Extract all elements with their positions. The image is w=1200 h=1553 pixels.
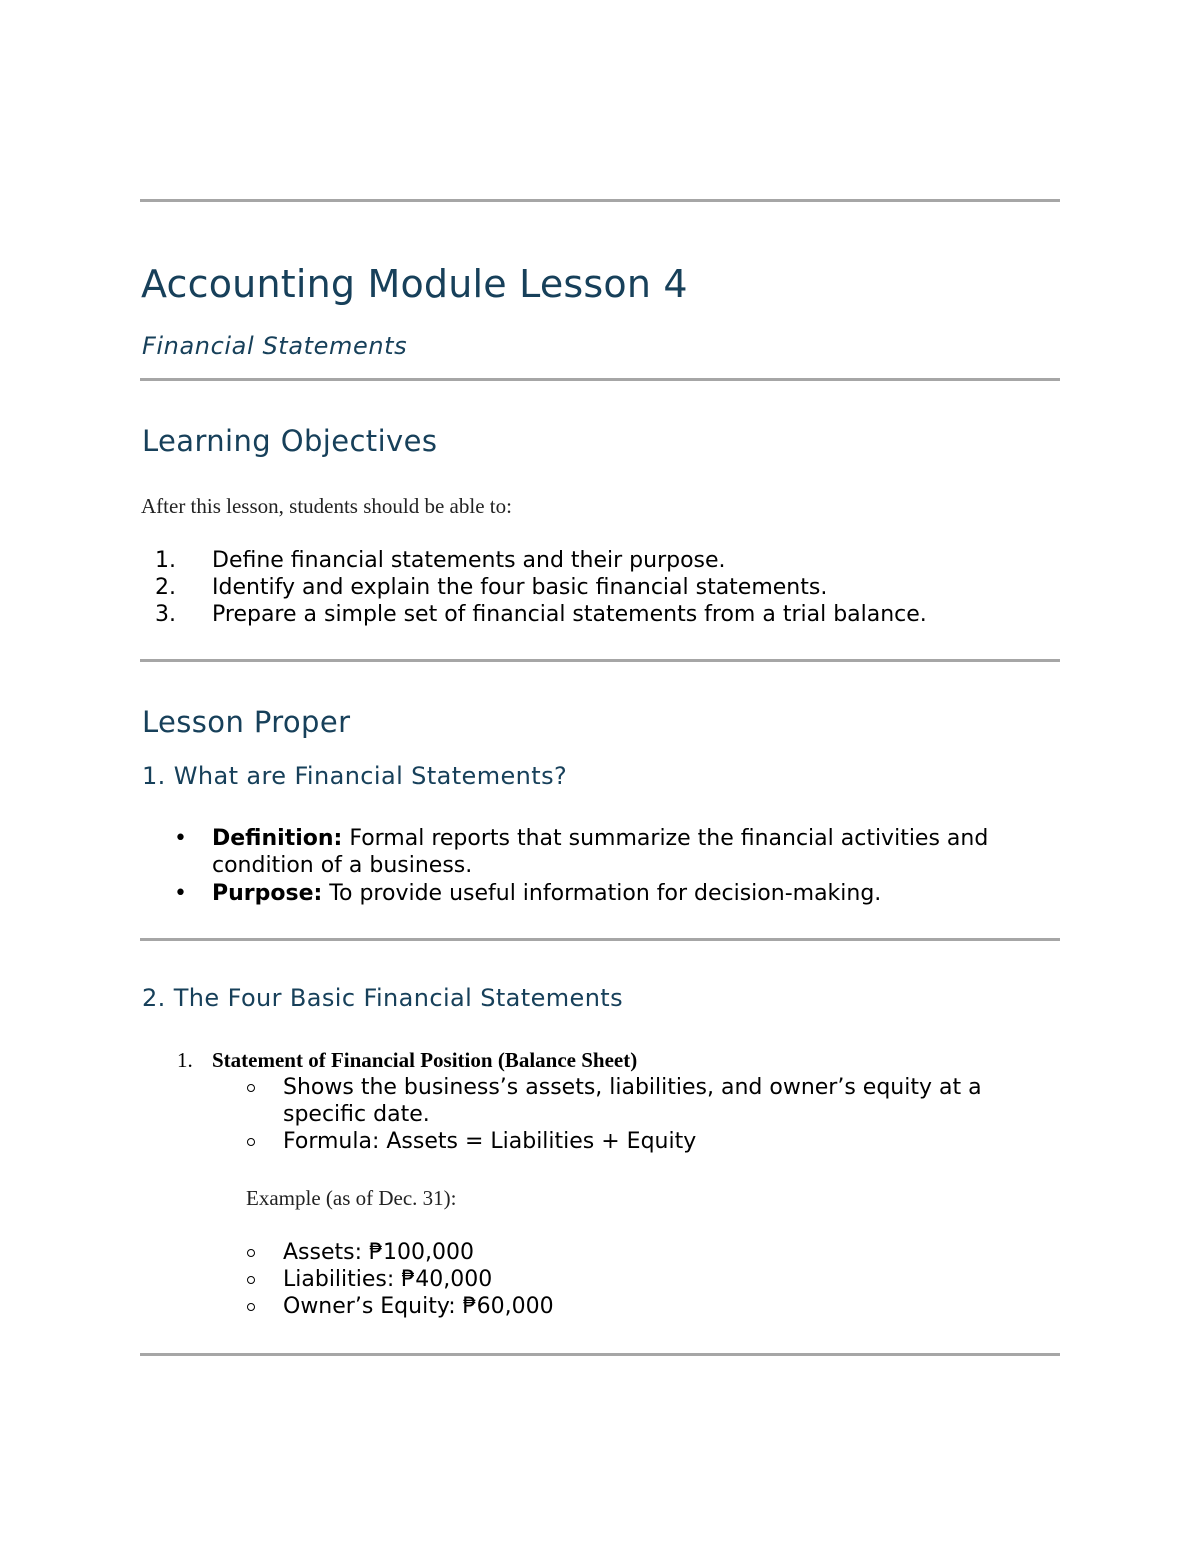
list-number: 1.	[155, 548, 176, 573]
objectives-intro: After this lesson, students should be able to:	[141, 494, 512, 518]
lesson-proper-heading: Lesson Proper	[142, 705, 351, 739]
list-item	[246, 1239, 1046, 1266]
bullet-label: Definition:	[212, 826, 343, 851]
horizontal-rule	[140, 659, 1060, 662]
circle-bullet-icon	[247, 1249, 255, 1257]
list-number: 2.	[155, 575, 176, 600]
bullet-label: Purpose:	[212, 881, 323, 906]
example-text: Owner’s Equity: ₱60,000	[283, 1294, 554, 1319]
list-item	[142, 825, 1062, 879]
circle-bullet-icon	[247, 1138, 255, 1146]
list-number: 3.	[155, 602, 176, 627]
point-text: Formula: Assets = Liabilities + Equity	[283, 1129, 697, 1154]
bullet-text: To provide useful information for decision-making.	[322, 881, 882, 906]
circle-bullet-icon	[247, 1303, 255, 1311]
statement-points-list	[246, 1074, 1046, 1155]
example-points-list	[246, 1239, 1046, 1320]
list-item	[246, 1266, 1046, 1293]
list-item-text: Identify and explain the four basic financial statements.	[212, 575, 828, 600]
horizontal-rule	[140, 938, 1060, 941]
list-item	[246, 1074, 1046, 1128]
list-item-text: Define financial statements and their purpose.	[212, 548, 726, 573]
learning-objectives-heading: Learning Objectives	[142, 424, 438, 458]
section-1-heading: 1. What are Financial Statements?	[142, 762, 568, 790]
example-text: Assets: ₱100,000	[283, 1240, 474, 1265]
point-text: Shows the business’s assets, liabilities, and owner’s equity at a specific date.	[283, 1075, 982, 1127]
statement-title: Statement of Financial Position (Balance Sheet)	[212, 1048, 638, 1072]
example-label: Example (as of Dec. 31):	[246, 1186, 457, 1210]
list-item	[246, 1128, 1046, 1155]
page-title: Accounting Module Lesson 4	[141, 262, 688, 306]
horizontal-rule	[140, 378, 1060, 381]
bullet-text: Formal reports that summarize the financial activities and condition of a business.	[212, 826, 989, 878]
horizontal-rule	[140, 199, 1060, 202]
bullet-icon: •	[174, 881, 187, 906]
list-item	[142, 880, 1062, 907]
example-text: Liabilities: ₱40,000	[283, 1267, 493, 1292]
horizontal-rule	[140, 1353, 1060, 1356]
section-2-heading: 2. The Four Basic Financial Statements	[142, 984, 624, 1012]
definition-bullet-list	[142, 825, 1062, 908]
statement-number: 1.	[177, 1048, 193, 1072]
page-subtitle: Financial Statements	[142, 332, 408, 360]
list-item-text: Prepare a simple set of financial statements from a trial balance.	[212, 602, 927, 627]
circle-bullet-icon	[247, 1276, 255, 1284]
list-item	[246, 1293, 1046, 1320]
circle-bullet-icon	[247, 1084, 255, 1092]
bullet-icon: •	[174, 826, 187, 851]
